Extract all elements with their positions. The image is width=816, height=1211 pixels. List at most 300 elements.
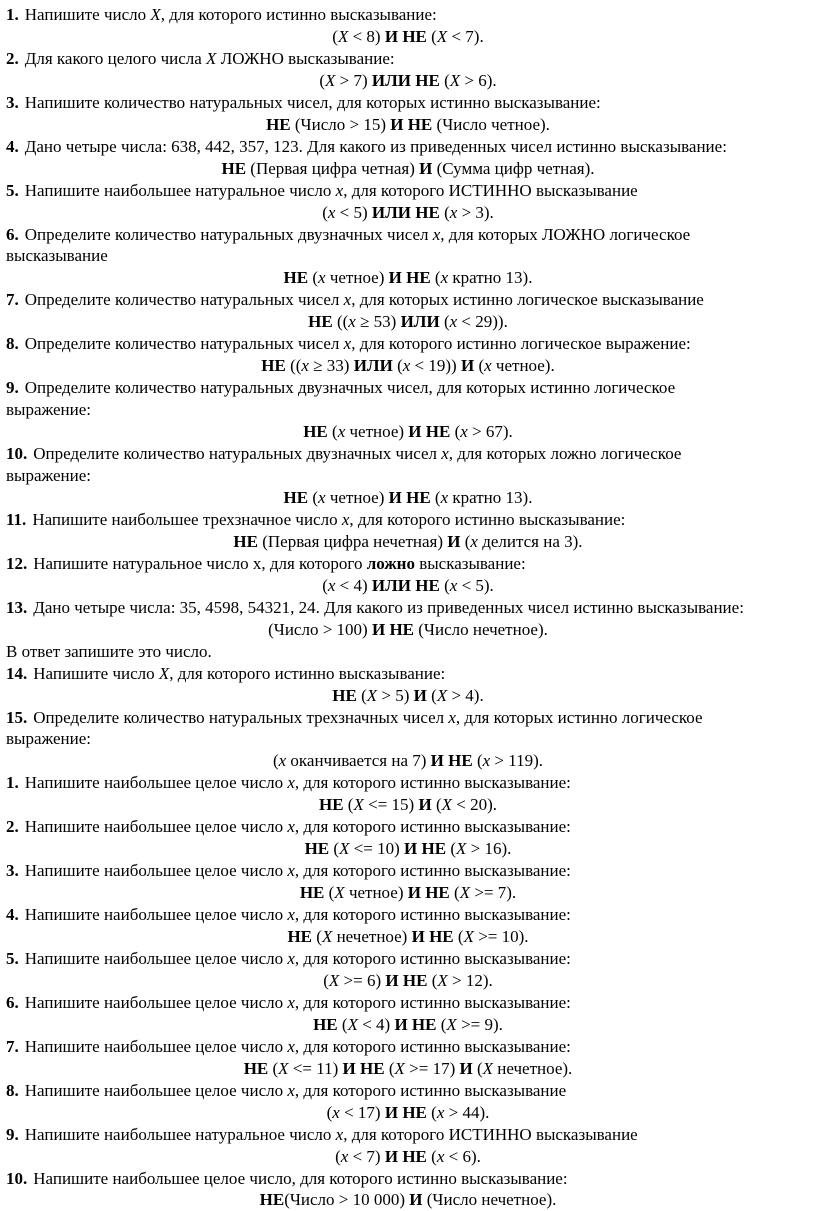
expression-line [6,26,810,48]
variable: x [449,575,458,595]
text-run: Напишите наибольшее целое число [24,773,288,793]
logic-operator: НЕ [308,312,333,332]
logic-operator: НЕ [259,1190,285,1210]
task-number: 8. [6,1080,19,1100]
task-line [6,663,810,685]
variable: x [440,487,449,507]
text-run: > 44). [444,1102,490,1122]
expression-line [6,838,810,860]
text-run: Напишите наибольшее целое число [24,992,288,1012]
text-run: ( [472,1058,483,1078]
text-run: , для которого истинно высказывание: [294,817,571,837]
task-number: 9. [6,378,19,398]
logic-operator: И НЕ [404,839,447,859]
task-line [6,1124,810,1146]
text-run: четное). [491,356,555,376]
task-line [6,1080,810,1102]
text-run: ( [450,422,461,442]
variable: X [321,927,333,947]
variable: x [337,422,346,442]
task-number: 10. [6,444,28,464]
text-run: выражение: [6,400,92,420]
text-run: , для которого истинно высказывание: [294,992,571,1012]
text-run: Определите количество натуральных двузначных чисел [24,224,433,244]
text-run: Напишите число [33,663,159,683]
text-run: < 4) [335,575,372,595]
text-run: , для которых ложно логическое [448,444,682,464]
text-run: ≥ 53) [355,312,401,332]
logic-operator: И [447,531,461,551]
logic-operator: И НЕ [411,927,454,947]
task-number: 5. [6,180,19,200]
logic-operator: И [419,158,433,178]
text-run: кратно 13). [448,487,533,507]
task-line [6,904,810,926]
logic-operator: И [460,356,475,376]
text-run: >= 17) [404,1058,460,1078]
logic-operator: И [413,685,427,705]
text-run: < 20). [452,795,497,815]
text-run: ( [268,1058,279,1078]
variable: X [394,1058,405,1078]
text-run: Определите количество натуральных чисел [24,290,344,310]
variable: x [470,531,478,551]
variable: x [341,509,350,529]
logic-operator: И [409,1190,423,1210]
text-run: < 7) [348,1146,385,1166]
variable: X [325,70,336,90]
variable: x [327,575,336,595]
text-run: ( [335,1146,341,1166]
task-line [6,772,810,794]
text-run: ( [439,575,450,595]
task-number: 2. [6,48,19,68]
text-run: , для которого ИСТИННО высказывание [343,180,638,200]
task-number: 12. [6,553,28,573]
expression-line [6,575,810,597]
variable: x [432,224,441,244]
text-run: ( [426,1102,437,1122]
variable: X [441,795,452,815]
text-run: < 5). [457,575,494,595]
text-run: ( [426,1146,437,1166]
task-line [6,553,810,575]
variable: x [484,356,492,376]
variable: X [456,839,467,859]
text-run: Дано четыре числа: 35, 4598, 54321, 24. Для какого из приведенных чисел истинно высказывание: [33,597,744,617]
logic-operator: И НЕ [384,1146,427,1166]
task-number: 4. [6,905,19,925]
text-run: ( [272,751,279,771]
variable: x [440,268,449,288]
task-line [6,728,810,750]
task-number: 2. [6,817,19,837]
text-run: Определите количество натуральных двузначных чисел, для которых истинно логическое [24,378,676,398]
text-run: > 4). [447,685,484,705]
text-run: , для которых ЛОЖНО логическое [440,224,691,244]
logic-operator: НЕ [299,883,325,903]
task-number: 11. [6,509,27,529]
text-run: < 6). [444,1146,481,1166]
expression-line [6,311,810,333]
task-line [6,597,810,619]
variable: x [436,1146,445,1166]
text-run: ( [472,751,483,771]
task-line [6,465,810,487]
task-number: 10. [6,1168,28,1188]
text-run: Напишите наибольшее целое число [24,861,288,881]
text-run: Напишите наибольшее трехзначное число [32,509,342,529]
task-line [6,92,810,114]
variable: X [334,883,345,903]
text-run: Определите количество натуральных двузначных чисел [33,444,442,464]
text-run: , для которого истинно логическое выражение: [351,334,691,354]
text-run: ( [343,795,354,815]
text-run: (Число четное). [432,114,550,134]
text-run: , для которого истинно высказывание [294,1080,567,1100]
task-line [6,1168,810,1190]
text-run: , для которого истинно высказывание: [294,773,571,793]
logic-operator: НЕ [233,531,258,551]
variable: x [482,751,491,771]
text-run: Определите количество натуральных трехзначных чисел [33,707,449,727]
text-run: (Число нечетное). [422,1190,557,1210]
task-line [6,443,810,465]
expression-line [6,1102,810,1124]
variable: x [287,948,295,968]
logic-operator: ИЛИ НЕ [371,575,440,595]
task-line [6,1036,810,1058]
task-number: 7. [6,1036,19,1056]
logic-operator: И НЕ [394,1014,437,1034]
text-run: ≥ 33) [308,356,354,376]
text-run: , для которого истинно высказывание: [294,1036,571,1056]
task-line [6,509,810,531]
task-line [6,136,810,158]
variable: X [150,5,161,24]
text-run: ( [322,202,328,222]
variable: x [340,1146,349,1166]
variable: x [332,1102,340,1122]
text-run: Напишите число [24,5,151,24]
task-number: 9. [6,1124,19,1144]
variable: X [347,1014,358,1034]
task-line [6,992,810,1014]
task-line [6,641,810,663]
text-run: <= 10) [349,839,405,859]
logic-operator: НЕ [221,158,247,178]
variable: X [436,26,448,46]
text-run: , для которого ИСТИННО высказывание [343,1124,638,1144]
text-run: оканчивается на 7) [286,751,431,771]
logic-operator: И НЕ [388,487,431,507]
logic-operator: И НЕ [390,114,433,134]
variable: x [287,861,295,881]
variable: X [437,970,448,990]
variable: X [339,839,350,859]
text-run: ( [329,839,340,859]
text-run: < 7). [447,26,484,46]
text-run: ( [323,970,329,990]
task-number: 1. [6,773,19,793]
variable: X [353,795,364,815]
text-run: ( [439,202,450,222]
variable: X [449,70,461,90]
expression-line [6,1189,810,1211]
text-run: кратно 13). [448,268,533,288]
text-run: , для которого истинно высказывание: [160,5,437,24]
text-run: > 16). [466,839,512,859]
task-number: 1. [6,5,19,24]
variable: x [278,751,287,771]
expression-line [6,750,810,772]
text-run: < 17) [339,1102,385,1122]
expression-line [6,882,810,904]
text-run: > 6). [460,70,497,90]
task-number: 15. [6,707,28,727]
task-line [6,377,810,399]
variable: X [366,685,378,705]
text-run: (( [332,312,349,332]
logic-operator: И НЕ [407,883,450,903]
text-run: >= 10). [473,927,529,947]
expression-line [6,487,810,509]
text-run: > 12). [447,970,493,990]
task-number: 4. [6,136,19,156]
logic-operator: НЕ [243,1058,269,1078]
variable: x [348,312,356,332]
text-run: ( [446,839,457,859]
text-run: Напишите наибольшее целое число [24,817,288,837]
text-run: ( [439,312,450,332]
expression-line [6,114,810,136]
text-run: ( [426,26,437,46]
logic-operator: И НЕ [371,619,415,639]
logic-operator: И [418,795,432,815]
variable: x [449,202,458,222]
logic-operator: И НЕ [408,422,451,442]
text-run: (Число > 15) [290,114,391,134]
variable: X [482,1058,494,1078]
text-run: ( [384,1058,395,1078]
variable: x [436,1102,445,1122]
task-number: 13. [6,597,28,617]
task-line [6,333,810,355]
logic-operator: НЕ [283,487,309,507]
variable: X [446,1014,457,1034]
logic-operator: НЕ [303,422,328,442]
task-line [6,245,810,267]
text-run: > 5) [377,685,414,705]
logic-operator: НЕ [313,1014,338,1034]
variable: x [287,1036,295,1056]
variable: x [335,180,344,200]
variable: x [402,356,411,376]
expression-line [6,1014,810,1036]
expression-line [6,1146,810,1168]
logic-operator: И НЕ [384,26,427,46]
logic-operator: НЕ [283,268,309,288]
task-line [6,816,810,838]
expression-line [6,970,810,992]
logic-operator: НЕ [266,114,291,134]
task-number: 7. [6,290,19,310]
text-run: >= 9). [456,1014,503,1034]
text-run: , для которого истинно высказывание: [294,861,571,881]
text-run: В ответ запишите это число. [6,641,212,661]
text-run: , для которого истинно высказывание: [349,509,626,529]
text-run: выражение: [6,729,92,749]
variable: x [318,487,326,507]
text-run: ( [327,422,338,442]
text-run: > 67). [467,422,513,442]
expression-line [6,421,810,443]
text-run: ( [439,70,450,90]
text-run: ( [453,927,464,947]
variable: x [287,1080,295,1100]
logic-operator: ложно [366,553,415,573]
text-run: Напишите наибольшее целое число [24,905,288,925]
text-run: ( [460,531,471,551]
logic-operator: НЕ [332,685,357,705]
variable: x [327,202,336,222]
expression-line [6,1058,810,1080]
variable: x [287,992,295,1012]
variable: X [278,1058,289,1078]
logic-operator: ИЛИ НЕ [371,70,440,90]
task-line [6,860,810,882]
text-run: (Первая цифра четная) [246,158,420,178]
text-run: Напишите наибольшее целое число, для которого истинно высказывание: [33,1168,568,1188]
task-line [6,948,810,970]
text-run: Напишите наибольшее целое число [24,1080,288,1100]
text-run: (Число > 10 000) [284,1190,410,1210]
text-run: <= 15) [363,795,419,815]
text-run: Напишите натуральное число х, для которого [33,553,367,573]
variable: x [318,268,326,288]
variable: x [287,817,295,837]
variable: X [337,26,349,46]
expression-line [6,685,810,707]
logic-operator: И [459,1058,473,1078]
text-run: ( [430,487,441,507]
expression-line [6,355,810,377]
logic-operator: НЕ [304,839,330,859]
text-run: четное) [344,883,408,903]
variable: x [287,905,295,925]
task-line [6,707,810,729]
task-number: 3. [6,92,19,112]
text-run: нечетное) [332,927,412,947]
task-number: 5. [6,948,19,968]
logic-operator: ИЛИ [400,312,440,332]
text-run: < 4) [357,1014,395,1034]
text-run: ( [392,356,403,376]
task-number: 6. [6,224,19,244]
text-run: ( [326,1102,333,1122]
text-run: Напишите наибольшее натуральное число [24,1124,336,1144]
task-line [6,224,810,246]
variable: x [343,334,352,354]
text-run: ( [319,70,326,90]
text-run: выражение: [6,466,92,486]
variable: X [436,685,448,705]
text-run: > 3). [457,202,494,222]
text-run: Для какого целого числа [24,48,207,68]
expression-line [6,202,810,224]
text-run: (Число нечетное). [414,619,548,639]
text-run: < 19)) [410,356,461,376]
text-run: ( [427,970,438,990]
text-run: ( [332,26,338,46]
text-run: >= 7). [470,883,517,903]
task-line [6,4,810,26]
expression-line [6,619,810,641]
logic-operator: И НЕ [384,1102,427,1122]
variable: x [301,356,309,376]
expression-line [6,267,810,289]
task-number: 8. [6,334,19,354]
logic-operator: НЕ [318,795,344,815]
text-run: (Число > 100) [268,619,372,639]
text-run: < 29)). [457,312,508,332]
text-run: ( [426,685,437,705]
text-run: >= 6) [339,970,386,990]
variable: x [287,773,295,793]
logic-operator: И НЕ [388,268,431,288]
variable: x [441,444,449,464]
expression-line [6,158,810,180]
text-run: (Первая цифра нечетная) [257,531,448,551]
text-run: ( [430,268,441,288]
variable: x [460,422,468,442]
text-run: ( [337,1014,348,1034]
logic-operator: ИЛИ НЕ [371,202,440,222]
text-run: , для которого истинно высказывание: [294,948,571,968]
task-number: 6. [6,992,19,1012]
variable: x [449,312,458,332]
logic-operator: ИЛИ [353,356,393,376]
text-run: ( [308,268,319,288]
text-run: > 7) [335,70,372,90]
variable: X [459,883,471,903]
text-run: ( [308,487,319,507]
text-run: Определите количество натуральных чисел [24,334,344,354]
text-run: (( [285,356,302,376]
variable: X [158,663,170,683]
text-run: ЛОЖНО высказывание: [216,48,395,68]
expression-line [6,531,810,553]
text-run: , для которых истинно логическое [455,707,703,727]
expression-line [6,794,810,816]
text-run: ( [312,927,322,947]
logic-operator: И НЕ [385,970,428,990]
logic-operator: И НЕ [342,1058,385,1078]
task-line [6,289,810,311]
variable: X [206,48,217,68]
text-run: ( [436,1014,447,1034]
text-run: < 5) [335,202,372,222]
text-run: > 119). [490,751,544,771]
text-run: (Сумма цифр четная). [432,158,595,178]
task-number: 14. [6,663,28,683]
text-run: Напишите наибольшее натуральное число [24,180,336,200]
task-number: 3. [6,861,19,881]
task-line [6,180,810,202]
variable: X [328,970,340,990]
variable: x [343,290,352,310]
text-run: четное) [325,268,389,288]
